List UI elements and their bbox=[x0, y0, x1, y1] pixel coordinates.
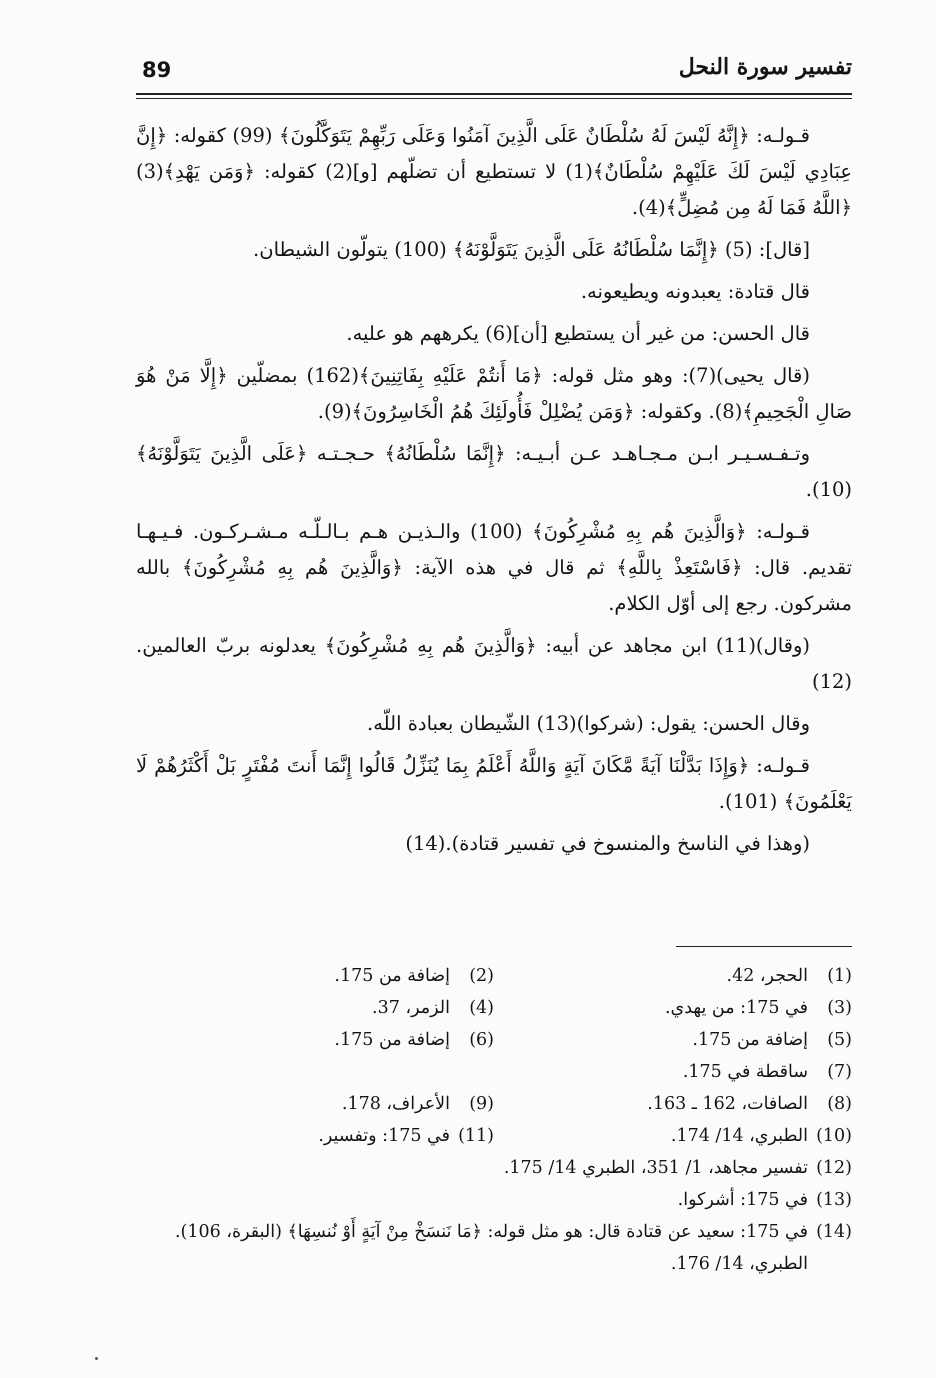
footnote-row bbox=[136, 1152, 852, 1184]
paragraph: (قال يحيى)(7): وهو مثل قوله: ﴿مَا أَنتُمْ عَلَيْهِ بِفَاتِنِينَ﴾(162) بمضلّين ﴿إِلَّا مَنْ هُوَ صَالِ الْجَحِيمِ﴾(8). وكقوله: ﴿وَمَن يُضْلِلْ فَأُولَئِكَ هُمُ الْخَاسِرُونَ﴾(9). bbox=[136, 364, 852, 423]
footnote-row bbox=[136, 1088, 852, 1120]
paragraph: (وهذا في الناسخ والمنسوخ في تفسير قتادة).(14) bbox=[405, 832, 810, 855]
footnote-text: الزمر، 37. bbox=[372, 998, 450, 1018]
footnote-number: (12) bbox=[816, 1158, 852, 1178]
scan-speck bbox=[95, 1357, 98, 1360]
footnote-row bbox=[136, 1120, 852, 1152]
footnote-row bbox=[136, 992, 852, 1024]
footnote-text: الصافات، 162 ـ 163. bbox=[647, 1094, 808, 1114]
footnote-number: (7) bbox=[827, 1062, 852, 1082]
paragraph: (وقال)(11) ابن مجاهد عن أبيه: ﴿وَالَّذِينَ هُم بِهِ مُشْرِكُونَ﴾ يعدلونه بربّ العالمين.(12) bbox=[136, 634, 852, 693]
footnote-text: في 175: أشركوا. bbox=[677, 1190, 808, 1210]
paragraph: [قال]: (5) ﴿إِنَّمَا سُلْطَانُهُ عَلَى الَّذِينَ يَتَوَلَّوْنَهُ﴾ (100) يتولّون الشيطان. bbox=[253, 238, 810, 261]
paragraph: قال الحسن: من غير أن يستطيع [أن](6) يكرههم هو عليه. bbox=[346, 322, 810, 345]
footnote-number bbox=[450, 1056, 494, 1088]
footnote-text: ساقطة في 175. bbox=[682, 1062, 808, 1082]
footnote-separator bbox=[676, 946, 852, 947]
header-rule-thick bbox=[136, 93, 852, 95]
footnote-number: (11) bbox=[458, 1126, 494, 1146]
footnote-number: (2) bbox=[469, 966, 494, 986]
paragraph: قـولـه: ﴿إِنَّهُ لَيْسَ لَهُ سُلْطَانٌ عَلَى الَّذِينَ آمَنُوا وَعَلَى رَبِّهِمْ يَتَوَكَّلُونَ﴾ (99) كقوله: ﴿إِنَّ عِبَادِي لَيْسَ لَكَ عَلَيْهِمْ سُلْطَانٌ﴾(1) لا تستطيع أن تضلّهم [و](2) كقوله: ﴿وَمَن يَهْدِ﴾(3) ﴿اللَّهُ فَمَا لَهُ مِن مُضِلٍّ﴾(4). bbox=[136, 124, 852, 219]
page-header bbox=[136, 52, 852, 92]
footnote-text bbox=[136, 1056, 450, 1088]
footnote-number: (9) bbox=[469, 1094, 494, 1114]
footnotes bbox=[136, 960, 852, 1280]
running-title: تفسير سورة النحل bbox=[678, 54, 852, 80]
footnote-text: في 175: وتفسير. bbox=[318, 1126, 450, 1146]
footnote-row bbox=[136, 960, 852, 992]
paragraph: وتـفـسـيـر ابـن مـجـاهـد عـن أبـيـه: ﴿إِنَّمَا سُلْطَانُهُ﴾ حـجـتـه ﴿عَلَى الَّذِينَ يَتَوَلَّوْنَهُ﴾(10). bbox=[136, 442, 852, 501]
footnote-number: (14) bbox=[816, 1222, 852, 1242]
footnote-row bbox=[136, 1056, 852, 1088]
footnote-row bbox=[136, 1184, 852, 1216]
footnote-text: إضافة من 175. bbox=[692, 1030, 808, 1050]
footnote-number: (8) bbox=[827, 1094, 852, 1114]
footnote-number: (5) bbox=[827, 1030, 852, 1050]
header-rule-thin bbox=[136, 98, 852, 99]
footnote-number: (1) bbox=[827, 966, 852, 986]
commentary-body bbox=[136, 118, 852, 868]
paragraph: قـولـه: ﴿وَإِذَا بَدَّلْنَا آيَةً مَّكَانَ آيَةٍ وَاللَّهُ أَعْلَمُ بِمَا يُنَزِّلُ قَالُوا إِنَّمَا أَنتَ مُفْتَرٍ بَلْ أَكْثَرُهُمْ لَا يَعْلَمُونَ﴾ (101). bbox=[136, 754, 852, 813]
footnote-number: (6) bbox=[469, 1030, 494, 1050]
paragraph: وقال الحسن: يقول: (شركوا)(13) الشّيطان بعبادة اللّه. bbox=[367, 712, 810, 735]
footnote-text: في 175: من يهدي. bbox=[664, 998, 808, 1018]
footnote-text: الطبري، 14/ 174. bbox=[670, 1126, 808, 1146]
footnote-text: الحجر، 42. bbox=[726, 966, 808, 986]
footnote-text: إضافة من 175. bbox=[334, 1030, 450, 1050]
paragraph: قال قتادة: يعبدونه ويطيعونه. bbox=[580, 280, 810, 303]
paragraph: قـولـه: ﴿وَالَّذِينَ هُم بِهِ مُشْرِكُونَ﴾ (100) والـذيـن هـم بـالـلّـه مـشـركـون. فـيـهـا تقديم. قال: ﴿فَاسْتَعِذْ بِاللَّهِ﴾ ثم قال في هذه الآية: ﴿وَالَّذِينَ هُم بِهِ مُشْرِكُونَ﴾ بالله مشركون. رجع إلى أوّل الكلام. bbox=[136, 520, 852, 615]
footnote-text: تفسير مجاهد، 1/ 351، الطبري 14/ 175. bbox=[503, 1158, 808, 1178]
footnote-number: (10) bbox=[816, 1126, 852, 1146]
page-number: 89 bbox=[142, 58, 172, 82]
footnote-number: (4) bbox=[469, 998, 494, 1018]
footnote-text: الأعراف، 178. bbox=[341, 1094, 450, 1114]
footnote-number: (13) bbox=[816, 1190, 852, 1210]
footnote-text: في 175: سعيد عن قتادة قال: هو مثل قوله: ﴿مَا نَنسَخْ مِنْ آيَةٍ أَوْ نُنسِهَا﴾ (البقرة، 106). الطبري، 14/ 176. bbox=[174, 1222, 808, 1274]
footnote-row bbox=[136, 1216, 852, 1280]
footnote-number: (3) bbox=[827, 998, 852, 1018]
footnote-row bbox=[136, 1024, 852, 1056]
footnote-text: إضافة من 175. bbox=[334, 966, 450, 986]
